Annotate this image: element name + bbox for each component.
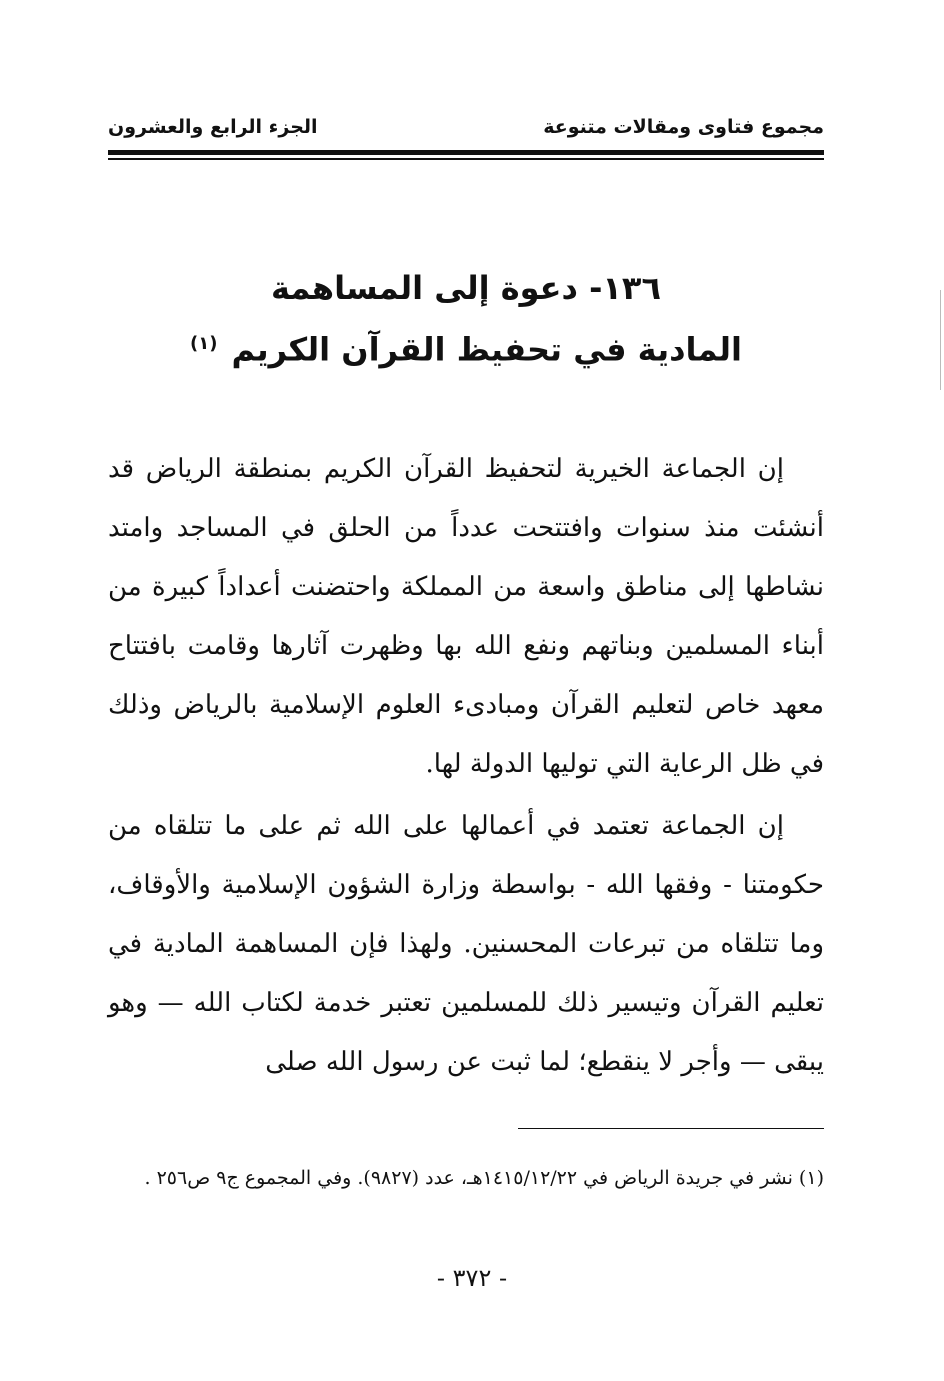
article-title-text-1: ١٣٦- دعوة إلى المساهمة [271, 269, 661, 307]
scan-edge-mark [940, 290, 941, 390]
body-paragraph-1: إن الجماعة الخيرية لتحفيظ القرآن الكريم بمنطقة الرياض قد أنشئت منذ سنوات وافتتحت عدداً من الحلق في المساجد وامتد نشاطها إلى مناطق واسعة من المملكة واحتضنت أعداداً كبيرة من أبناء المسلمين وبناتهم ونفع الله بها وظهرت آثارها وقامت بافتتاح معهد خاص لتعليم القرآن ومبادىء العلوم الإسلامية بالرياض وذلك في ظل الرعاية التي توليها الدولة لها. [108, 454, 825, 779]
article-title-line-2 [108, 314, 824, 380]
article-title-line-1 [108, 258, 824, 318]
header-rule-thin [108, 158, 824, 160]
footnote: (١) نشر في جريدة الرياض في ١٤١٥/١٢/٢٢هـ، عدد (٩٨٢٧). وفي المجموع ج٩ ص٢٥٦ . [144, 1167, 824, 1189]
page-number: - ٣٧٢ - [436, 1264, 508, 1292]
article-title-text-2: المادية في تحفيظ القرآن الكريم [231, 330, 742, 369]
footnote-separator [518, 1128, 824, 1129]
running-header [108, 112, 824, 146]
header-rule-thick [108, 150, 824, 155]
header-book-title: مجموع فتاوى ومقالات متنوعة [543, 116, 824, 138]
body-paragraph-2: إن الجماعة تعتمد في أعمالها على الله ثم على ما تتلقاه من حكومتنا - وفقها الله - بواسطة وزارة الشؤون الإسلامية والأوقاف، وما تتلقاه من تبرعات المحسنين. ولهذا فإن المساهمة المادية في تعليم القرآن وتيسير ذلك للمسلمين تعتبر خدمة لكتاب الله — وهو يبقى — وأجر لا ينقطع؛ لما ثبت عن رسول الله صلى [108, 811, 824, 1077]
footnote-reference: (١) [190, 333, 218, 354]
header-volume: الجزء الرابع والعشرون [108, 116, 318, 138]
article-body [108, 440, 824, 1092]
